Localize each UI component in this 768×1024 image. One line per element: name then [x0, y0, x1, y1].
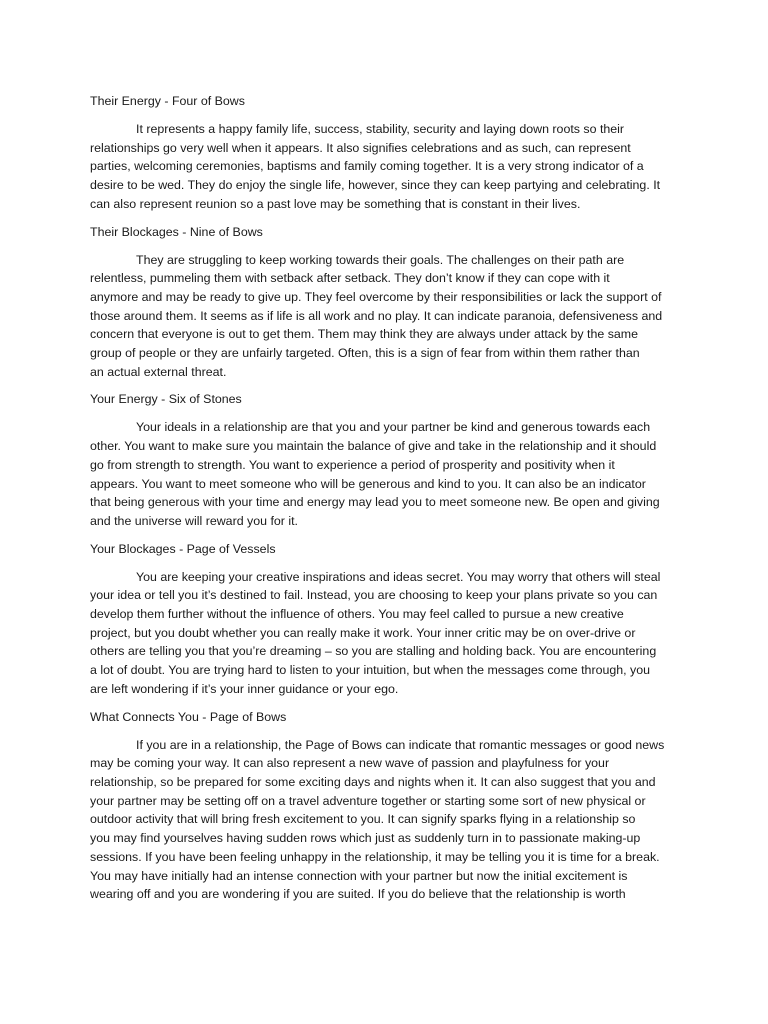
paragraph-line: relationship, so be prepared for some exciting days and nights when it. It can also suggest that you and — [90, 774, 656, 789]
paragraph-line: project, but you doubt whether you can really make it work. Your inner critic may be on over-drive or — [90, 625, 636, 640]
section-paragraph — [90, 568, 682, 699]
paragraph-line: an actual external threat. — [90, 364, 227, 379]
paragraph-line: relentless, pummeling them with setback after setback. They don’t know if they can cope with it — [90, 271, 610, 286]
paragraph-line: relationships go very well when it appears. It also signifies celebrations and as such, can represent — [90, 140, 631, 155]
paragraph-line: you may find yourselves having sudden rows which just as suddenly turn in to passionate making-up — [90, 831, 641, 846]
paragraph-line: If you are in a relationship, the Page of Bows can indicate that romantic messages or good news — [136, 737, 665, 752]
paragraph-line: can also represent reunion so a past love may be something that is constant in their lives. — [90, 196, 581, 211]
paragraph-line: outdoor activity that will bring fresh excitement to you. It can signify sparks flying in a relationship so — [90, 812, 636, 827]
section-their-energy — [90, 92, 682, 214]
paragraph-line: Your ideals in a relationship are that you and your partner be kind and generous towards each — [136, 420, 651, 435]
paragraph-line: go from strength to strength. You want to experience a period of prosperity and positivity when it — [90, 457, 615, 472]
paragraph-line: It represents a happy family life, success, stability, security and laying down roots so their — [136, 122, 625, 136]
paragraph-line: concern that everyone is out to get them. Them may think they are always under attack by the same — [90, 327, 638, 342]
paragraph-line: group of people or they are unfairly targeted. Often, this is a sign of fear from within them rather than — [90, 346, 640, 361]
paragraph-line: other. You want to make sure you maintain the balance of give and take in the relationship and it should — [90, 439, 657, 454]
paragraph-line: desire to be wed. They do enjoy the single life, however, since they can keep partying and celebrating. It — [90, 178, 661, 193]
paragraph-line: your idea or tell you it’s destined to fail. Instead, you are choosing to keep your plans private so you can — [90, 588, 658, 603]
section-your-energy — [90, 390, 682, 530]
paragraph-line: wearing off and you are wondering if you are suited. If you do believe that the relationship is worth — [90, 887, 626, 902]
paragraph-line: are left wondering if it’s your inner guidance or your ego. — [90, 681, 399, 696]
paragraph-line: anymore and may be ready to give up. They feel overcome by their responsibilities or lack the support of — [90, 289, 662, 304]
section-heading: Your Blockages - Page of Vessels — [90, 541, 276, 556]
section-heading: Their Blockages - Nine of Bows — [90, 224, 263, 239]
paragraph-line: that being generous with your time and energy may lead you to meet someone new. Be open and giving — [90, 495, 660, 510]
section-paragraph — [90, 120, 682, 214]
section-paragraph — [90, 251, 682, 382]
paragraph-line: those around them. It seems as if life is all work and no play. It can indicate paranoia, defensiveness and — [90, 308, 663, 323]
paragraph-line: You are keeping your creative inspirations and ideas secret. You may worry that others will steal — [136, 569, 661, 584]
paragraph-line: parties, welcoming ceremonies, baptisms and family coming together. It is a very strong indicator of a — [90, 159, 644, 174]
paragraph-line: You may have initially had an intense connection with your partner but now the initial excitement is — [90, 868, 628, 883]
paragraph-line: They are struggling to keep working towards their goals. The challenges on their path are — [136, 252, 625, 267]
paragraph-line: your partner may be setting off on a travel adventure together or starting some sort of new physical or — [90, 793, 646, 808]
paragraph-line: and the universe will reward you for it. — [90, 513, 298, 528]
section-heading: Their Energy - Four of Bows — [90, 94, 245, 108]
paragraph-line: develop them further without the influence of others. You may feel called to pursue a new creative — [90, 607, 624, 622]
paragraph-line: a lot of doubt. You are trying hard to listen to your intuition, but when the messages come through, you — [90, 663, 650, 678]
paragraph-line: sessions. If you have been feeling unhappy in the relationship, it may be telling you it is time for a break. — [90, 849, 660, 864]
paragraph-line: appears. You want to meet someone who will be generous and kind to you. It can also be an indicator — [90, 476, 646, 491]
section-paragraph — [90, 418, 682, 530]
paragraph-line: others are telling you that you’re dreaming – so you are stalling and holding back. You are encountering — [90, 644, 657, 659]
section-paragraph — [90, 736, 682, 904]
document-page — [90, 92, 682, 913]
section-what-connects-you — [90, 708, 682, 904]
section-your-blockages — [90, 540, 682, 699]
section-their-blockages — [90, 223, 682, 382]
paragraph-line: may be coming your way. It can also represent a new wave of passion and playfulness for your — [90, 756, 610, 771]
section-heading: Your Energy - Six of Stones — [90, 392, 242, 407]
section-heading: What Connects You - Page of Bows — [90, 709, 287, 724]
